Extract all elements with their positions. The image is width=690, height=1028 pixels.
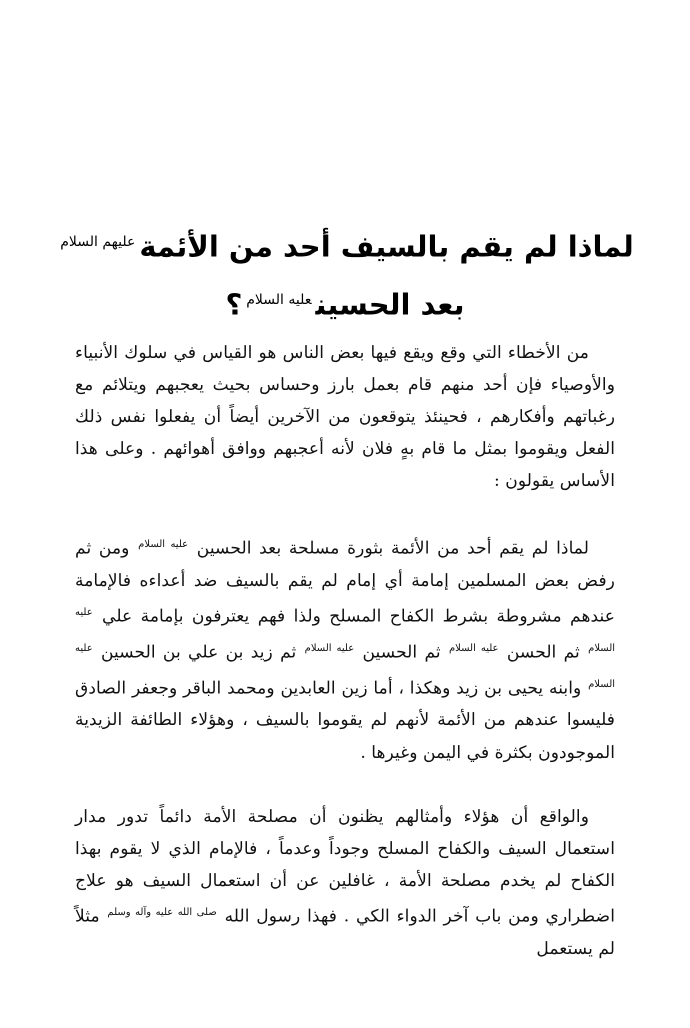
title-text: بعد الحسين [315,287,465,322]
paragraph-text: ثم زيد بن علي بن الحسين [100,642,297,663]
paragraph-text: لماذا لم يقم أحد من الأئمة بثورة مسلحة بعد الحسين [196,538,589,559]
paragraph-text: ثم الحسين [362,642,441,663]
paragraph-2 [75,529,615,769]
title-text: لماذا لم يقم بالسيف أحد من الأئمة [139,229,634,264]
honorific-mark: عليه السلام [138,539,189,550]
honorific-mark: صلى الله عليه وآله وسلم [107,907,217,919]
paragraph-text: والواقع أن هؤلاء وأمثالهم يظنون أن مصلحة الأمة دائماً تدور مدار استعمال السيف والكفاح المسلح وجوداً وعدماً ، فالإمام الذي لا يقوم بهذا الكفاح لم يخدم مصلحة الأمة ، غافلين عن أن استعمال السيف هو علاج اضطراري ومن باب آخر الدواء الكي . فهذا رسول الله [75,807,615,928]
paragraph-text: مثلاً لم يستعمل [75,907,615,960]
paragraph-3 [75,801,615,965]
paragraph-text: ومن ثم رفض بعض المسلمين إمامة أي إمام لم يقم بالسيف ضد أعداءه فالإمامة عندهم مشروطة بشرط الكفاح المسلح ولذا فهم يعترفون بإمامة علي [75,538,615,627]
honorific-mark: عليه السلام [75,606,616,654]
honorific-mark: عليه السلام [75,642,616,690]
paragraph-text: ثم الحسن [506,642,580,663]
honorific-mark: عليه السلام [304,642,355,654]
chapter-title-line-2 [0,280,690,325]
honorific-mark: عليه السلام [246,292,312,308]
chapter-title-line-1 [0,222,690,267]
paragraph-1: من الأخطاء التي وقع ويقع فيها بعض الناس هو القياس في سلوك الأنبياء والأوصياء فإن أحد منهم قام بعمل بارز وحساس بحيث يعجبهم ويتلائم مع رغباتهم وأفكارهم ، فحينئذ يتوقعون من الآخرين أيضاً أن يفعلوا نفس ذلك الفعل ويقوموا بمثل ما قام بهٍ فلان لأنه أعجبهم ووافق أهوائهم . وعلى هذا الأساس يقولون : [75,343,615,492]
honorific-mark: عليهم السلام [60,234,136,250]
honorific-mark: عليه السلام [448,642,499,654]
question-mark: ؟ [225,287,243,322]
paragraph-text: وابنه يحيى بن زيد وهكذا ، أما زين العابدين ومحمد الباقر وجعفر الصادق فليسوا عندهم من الأئمة لأنهم لم يقوموا بالسيف ، وهؤلاء الطائفة الزيدية الموجودون بكثرة في اليمن وغيرها . [75,678,615,763]
